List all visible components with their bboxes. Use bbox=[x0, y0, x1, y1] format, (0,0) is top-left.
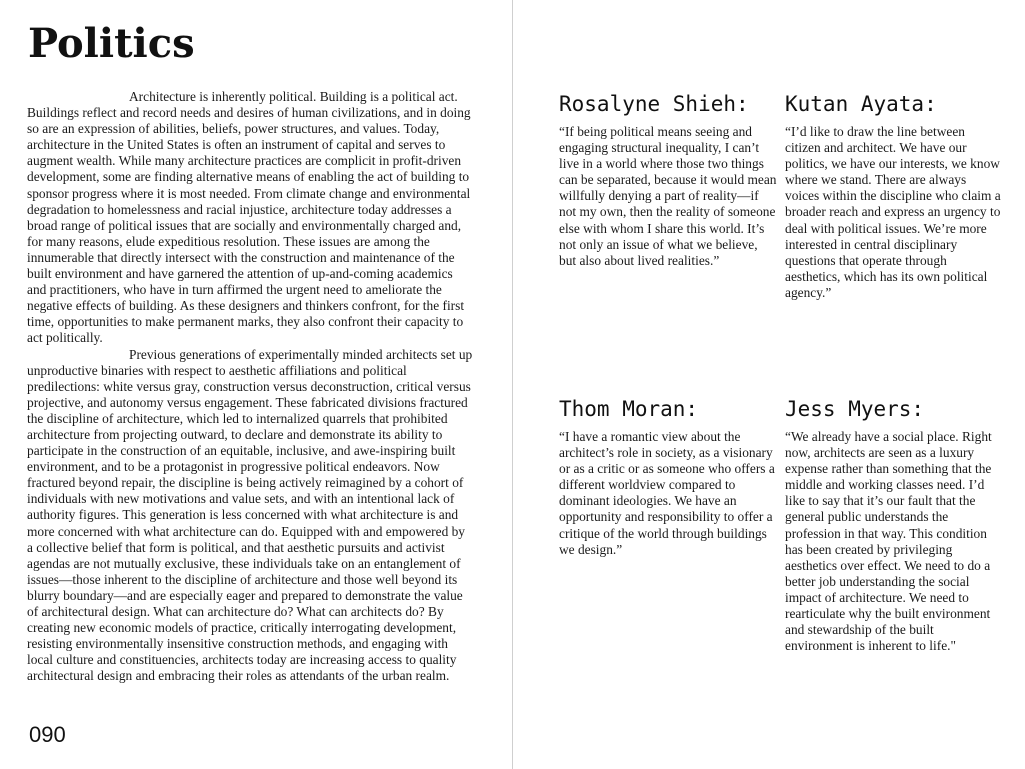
essay-paragraph-text: Previous generations of experimentally minded architects set up unproductive binaries with respect to aesthetic affiliations and political predilections: white versus gray, construction versus deconstruction, critical versus projective, and autonomy versus engagement. These fabricated divisions fractured the discipline of architecture, which led to internalized quarrels that prohibited architecture from projecting outward, to declare and demonstrate its ability to participate in the construction of an equitable, inclusive, and awe-inspiring built environment, and to be a protagonist in progressive political endeavors. Now fractured beyond repair, the discipline is being actively reimagined by a cohort of individuals with new motivations and value sets, and with an intentional lack of authority figures. This generation is less concerned with what architecture is and more concerned with what architecture can do. Equipped with and empowered by a collective belief that form is political, and that aesthetic pursuits and activist agendas are not mutually exclusive, these individuals take on an entanglement of issues—those inherent to the discipline of architecture and those well beyond its blurry boundary—and are especially eager and prepared to demonstrate the value of architectural design. What can architecture do? What can architects do? By creating new economic models of practice, critically interrogating development, resisting environmentally insensitive construction methods, and engaging with local culture and constituencies, architects today are increasing access to quality architectural design and embracing their roles as attendants of the urban realm. bbox=[27, 346, 473, 684]
essay-paragraph-text: Architecture is inherently political. Building is a political act. Buildings reflect and record needs and desires of human civilizations, and in doing so are an expression of abilities, beliefs, power structures, and values. Today, architecture in the United States is often an instrument of capital and serves to augment wealth. While many architecture practices are complicit in profit-driven development, some are finding alternative means of enabling the act of building to sponsor progress where it is most needed. From climate change and environmental degradation to homelessness and racial injustice, architecture today addresses a broad range of political issues that are socially and environmentally charged and, for many reasons, elude expeditious resolution. These issues are among the innumerable that directly intersect with the construction and maintenance of the built environment and have garnered the attention of up-and-coming academics and practitioners, who have in turn affirmed the urgent need to ameliorate the negative effects of building. As these designers and thinkers confront, for the first time, opportunities to make permanent marks, they also confront their capacity to act politically. bbox=[27, 89, 471, 346]
section-title: Politics bbox=[28, 20, 195, 67]
quote-speaker: Thom Moran: bbox=[559, 397, 699, 421]
quote-text: “We already have a social place. Right now, architects are seen as a luxury expense rather than something that the middle and working classes need. I’d like to say that it’s our fault that the general public understands the profession in that way. This condition has been created by privileging aesthetics over effect. We need to do a better job understanding the social impact of architecture. We need to rearticulate why the built environment and stewardship of the built environment is inherent to life." bbox=[785, 429, 992, 654]
essay-paragraph bbox=[27, 347, 473, 685]
quote-block bbox=[785, 397, 1003, 654]
quote-text: “If being political means seeing and engaging structural inequality, I can’t live in a world where those two things can be separated, because it would mean willfully denying a part of reality—if not my own, then the reality of someone else with whom I share this world. It’s not only an issue of what we believe, but also about lived realities.” bbox=[559, 124, 777, 268]
quote-block bbox=[559, 92, 777, 269]
page-number: 090 bbox=[29, 722, 66, 747]
quote-block bbox=[785, 92, 1003, 301]
quote-text: “I have a romantic view about the architect’s role in society, as a visionary or as a critic or as someone who offers a different worldview compared to dominant ideologies. We have an opportunity and responsibility to offer a critique of the world through buildings we design.” bbox=[559, 429, 775, 557]
right-page bbox=[513, 0, 1025, 769]
essay-paragraph bbox=[27, 89, 473, 347]
left-page bbox=[0, 0, 512, 769]
quote-text: “I’d like to draw the line between citizen and architect. We have our politics, we have our interests, we know where we stand. There are always voices within the discipline who claim a broader reach and express an urgency to deal with political issues. We’re more interested in central disciplinary questions that operate through aesthetics, which has its own political agency.” bbox=[785, 124, 1001, 300]
quote-speaker: Jess Myers: bbox=[785, 397, 925, 421]
essay-body bbox=[27, 89, 473, 684]
quote-speaker: Rosalyne Shieh: bbox=[559, 92, 749, 116]
quote-block bbox=[559, 397, 777, 558]
quote-speaker: Kutan Ayata: bbox=[785, 92, 937, 116]
